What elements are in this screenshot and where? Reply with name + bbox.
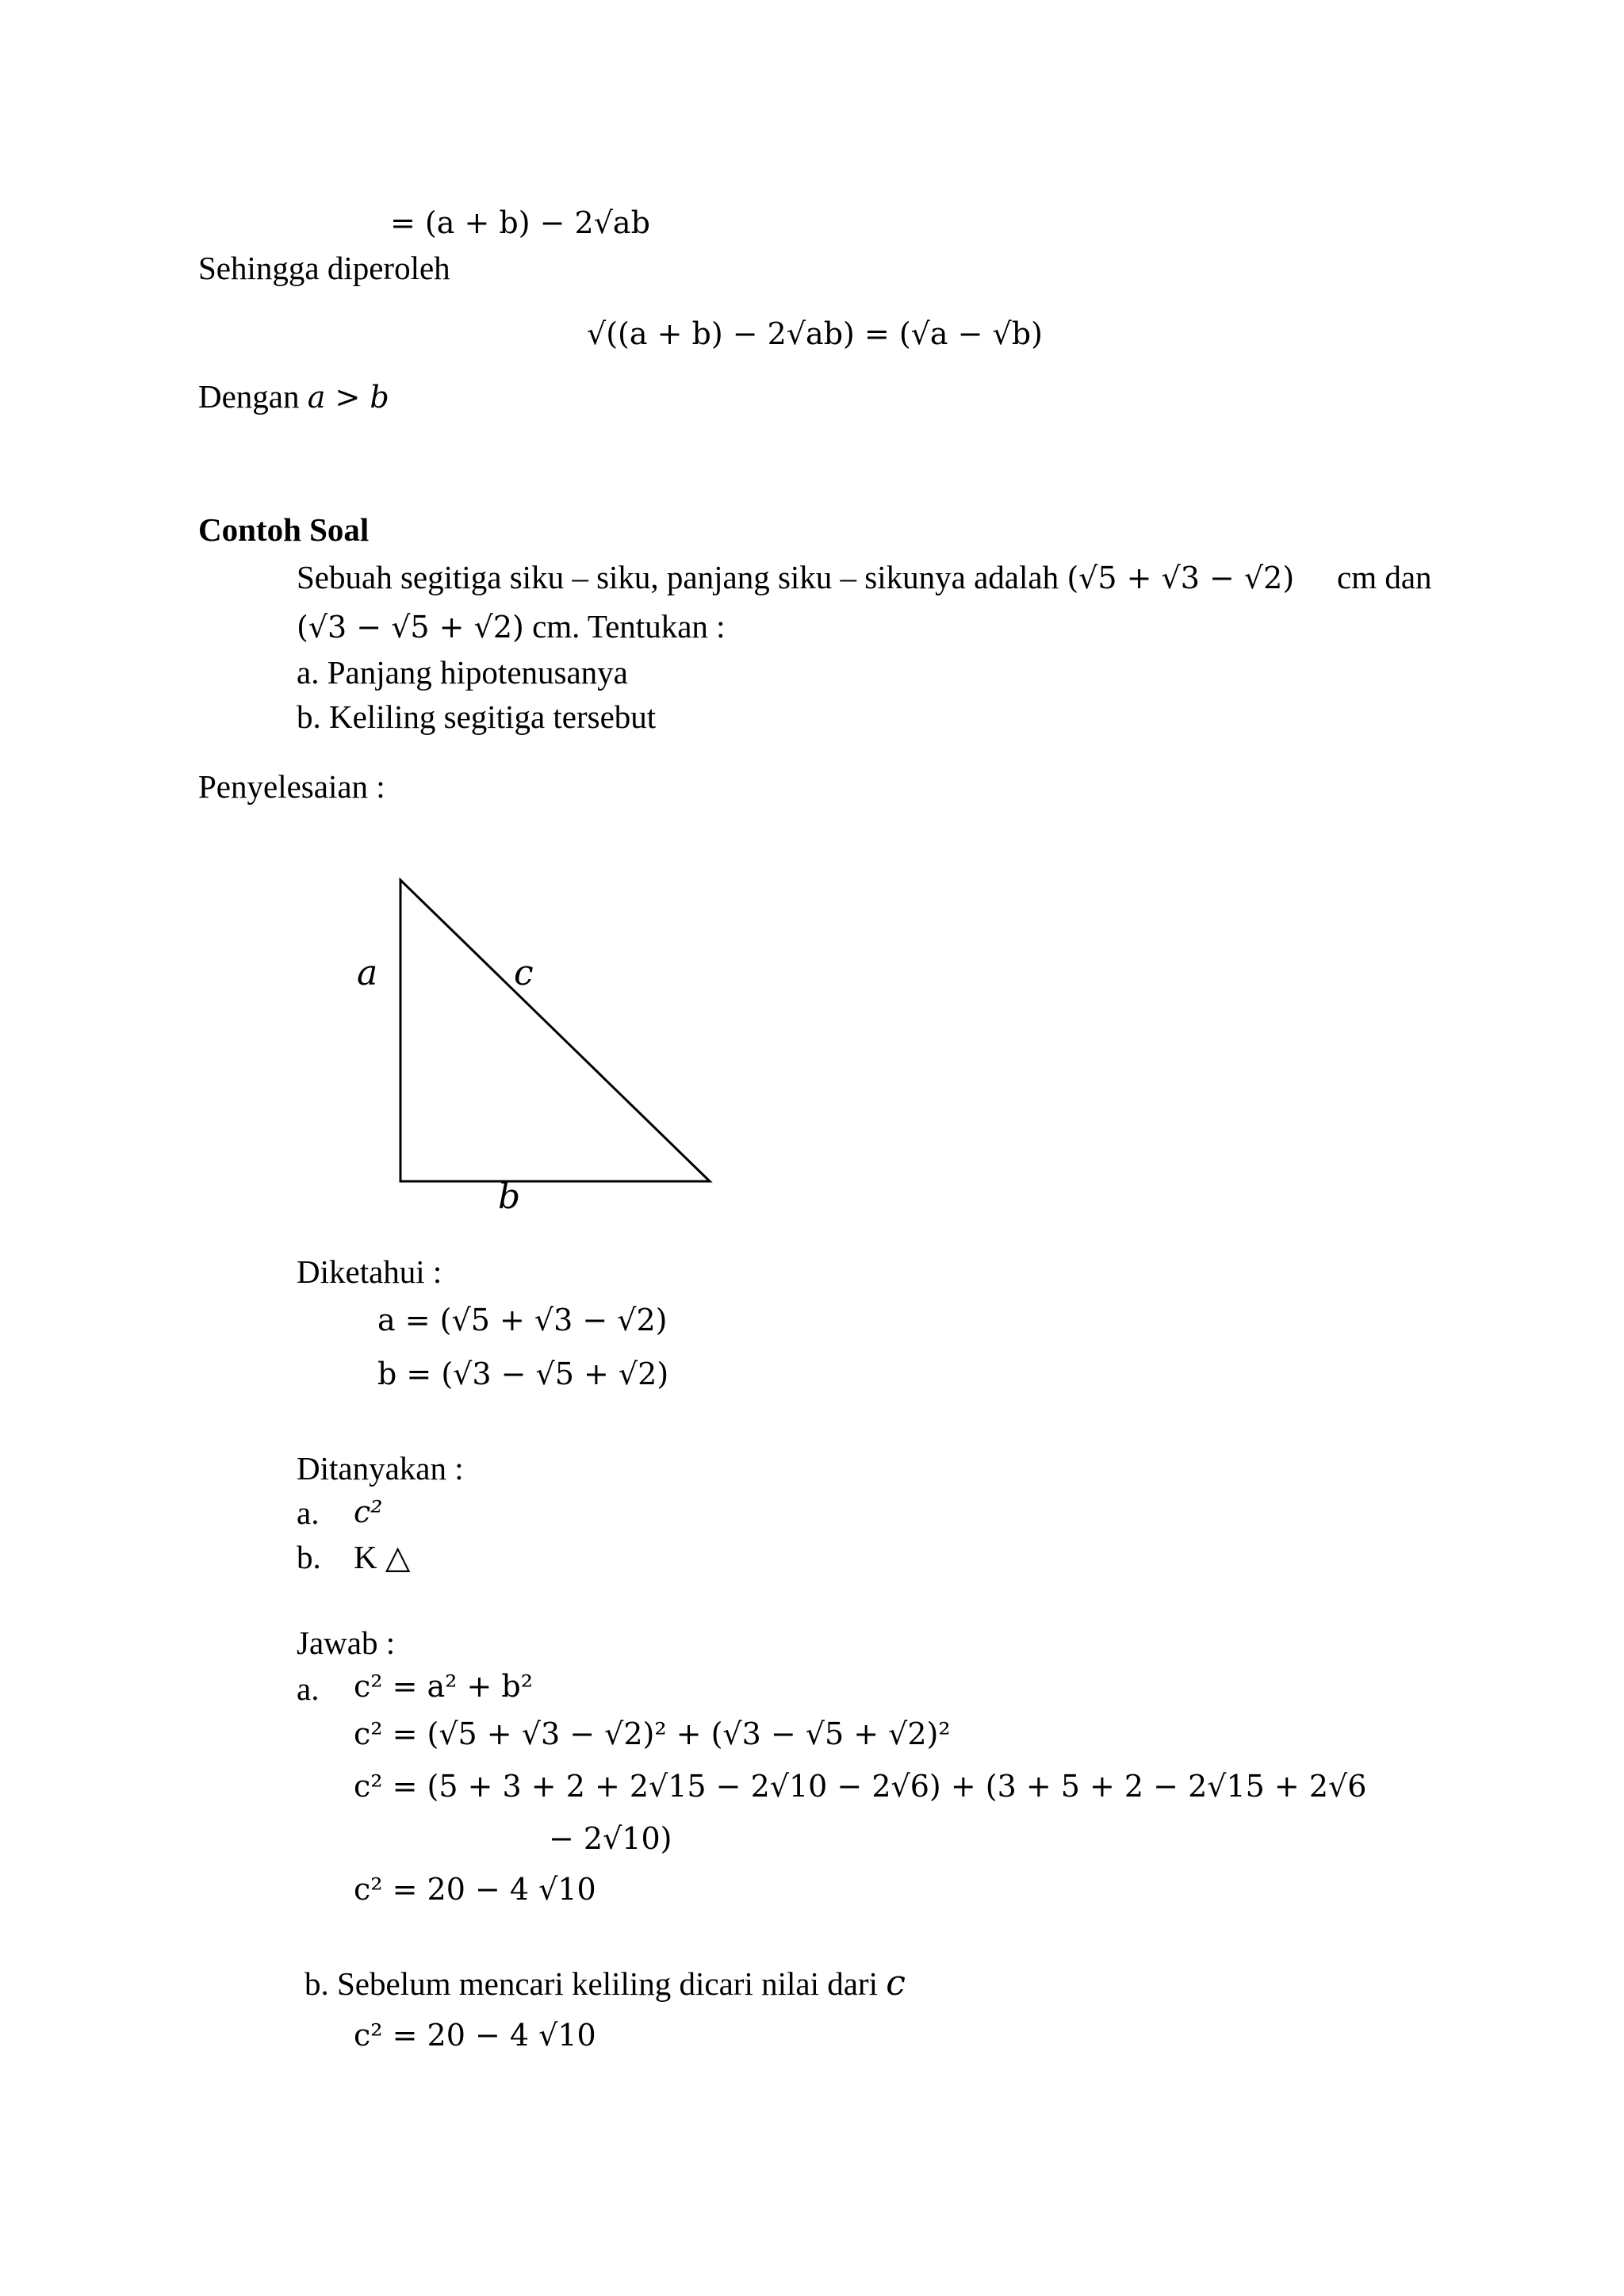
step-3: c² = (5 + 3 + 2 + 2√15 − 2√10 − 2√6) + (3 + 5 + 2 − 2√15 + 2√6: [354, 1769, 1367, 1804]
asked-a-marker: a.: [297, 1494, 320, 1531]
known-b: b = (√3 − √5 + √2): [377, 1357, 669, 1391]
known-a: a = (√5 + √3 − √2): [377, 1303, 668, 1337]
step-4: c² = 20 − 4 √10: [354, 1872, 596, 1907]
problem-line1-tail: cm dan: [1337, 559, 1432, 595]
result-formula-text: √((a + b) − 2√ab) = (√a − √b): [587, 316, 1043, 351]
problem-line1-text: Sebuah segitiga siku – siku, panjang siku – sikunya adalah: [297, 559, 1059, 595]
part-b-text: b. Sebelum mencari keliling dicari nilai dari: [304, 1965, 878, 2002]
answer-a-marker: a.: [297, 1670, 320, 1707]
dengan-text: Dengan: [198, 378, 300, 415]
dengan-condition: a > b: [307, 380, 389, 415]
asked-b: K △: [354, 1539, 411, 1575]
step-3-continued: − 2√10): [549, 1821, 672, 1856]
problem-line2-tail: cm. Tentukan :: [532, 608, 726, 645]
diketahui-label: Diketahui :: [297, 1253, 442, 1290]
task-b: b. Keliling segitiga tersebut: [297, 698, 657, 735]
step-1: c² = a² + b²: [354, 1669, 533, 1704]
jawab-label: Jawab :: [297, 1624, 396, 1661]
step-5: c² = 20 − 4 √10: [354, 2018, 596, 2053]
triangle-label-a: a: [357, 953, 378, 993]
top-formula-text: = (a + b) − 2√ab: [390, 205, 650, 240]
section-heading: Contoh Soal: [198, 511, 370, 548]
part-b-line: [304, 1963, 906, 2003]
asked-a: c²: [354, 1494, 383, 1529]
asked-a-row: [297, 1494, 320, 1531]
penyelesaian-label: Penyelesaian :: [198, 768, 385, 805]
problem-side-a: (√5 + √3 − √2): [1067, 561, 1295, 595]
asked-b-marker: b.: [297, 1539, 321, 1575]
task-a: a. Panjang hipotenusanya: [297, 654, 628, 691]
sehingga-line: Sehingga diperoleh: [198, 250, 450, 286]
triangle-label-c: c: [514, 953, 534, 993]
part-b-variable: c: [886, 1963, 906, 2003]
ditanyakan-label: Ditanyakan :: [297, 1450, 464, 1487]
triangle-label-b: b: [498, 1177, 521, 1217]
step-2: c² = (√5 + √3 − √2)² + (√3 − √5 + √2)²: [354, 1716, 951, 1751]
triangle-shape: [400, 880, 710, 1181]
problem-side-b: (√3 − √5 + √2): [297, 610, 524, 645]
asked-b-row: [297, 1541, 321, 1574]
